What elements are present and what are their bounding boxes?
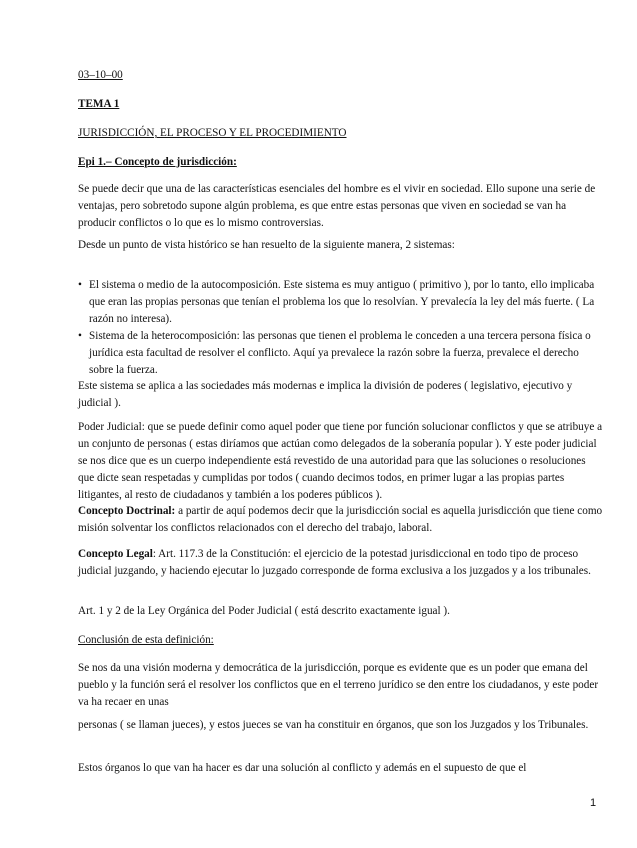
concepto-doctrinal-label: Concepto Doctrinal: [78,505,176,517]
paragraph-poder-judicial: Poder Judicial: que se puede definir como aquel poder que tiene por función solucionar conflictos y que se atribuye a un conjunto de personas ( estas diríamos que actúan como delegados de la soberanía popular ). Y este poder judicial se nos dice que es un cuerpo independiente está revestido de una autoridad para que las soluciones o resoluciones que dicte sean respetadas y cumplidas por todos ( cuando decimos todos, en primer lugar a las propias partes litigantes, al resto de ciudadanos y también a los poderes públicos ). [78,421,603,501]
paragraph-concepto-legal [78,546,604,580]
bullet-icon: • [78,279,82,291]
list-item [78,328,604,379]
paragraph-modern: Este sistema se aplica a las sociedades más modernas e implica la división de poderes ( legislativo, ejecutivo y judicial ). [78,380,573,409]
paragraph-systems: Desde un punto de vista histórico se han resuelto de la siguiente manera, 2 sistemas: [78,239,455,251]
concepto-legal-text: : Art. 117.3 de la Constitución: el ejercicio de la potestad jurisdiccional en todo tipo de proceso judicial juzgando, y haciendo ejecutar lo juzgado corresponde de forma exclusiva a los juzgados y a los tribunales. [78,548,591,577]
concepto-doctrinal-text: a partir de aquí podemos decir que la jurisdicción social es aquella jurisdicción que tiene como misión solventar los conflictos relacionados con el derecho del trabajo, laboral. [78,505,603,534]
systems-list [78,277,604,379]
list-item [78,277,604,328]
list-item-text: Sistema de la heterocomposición: las personas que tienen el problema le conceden a una tercera persona física o jurídica esta facultad de resolver el conflicto. Aquí ya prevalece la razón sobre la fuerza, prevalece el derecho sobre la fuerza. [89,330,591,376]
concepto-legal-label: Concepto Legal [78,548,153,560]
paragraph-art: Art. 1 y 2 de la Ley Orgánica del Poder Judicial ( está descrito exactamente igual ). [78,605,450,617]
page-number: 1 [590,797,597,809]
paragraph-concepto-doctrinal [78,503,604,537]
bullet-icon: • [78,330,82,342]
epigraph-heading: Epi 1.– Concepto de jurisdicción: [78,156,237,168]
paragraph-personas: personas ( se llaman jueces), y estos jueces se van ha constituir en órganos, que son los Juzgados y los Tribunales. [78,719,589,731]
paragraph-organos: Estos órganos lo que van ha hacer es dar una solución al conflicto y además en el supuesto de que el [78,762,527,774]
paragraph-intro: Se puede decir que una de las características esenciales del hombre es el vivir en sociedad. Ello supone una serie de ventajas, pero sobretodo supone algún problema, es que entre estas personas que viven en sociedad se van ha producir conflictos o lo que es lo mismo controversias. [78,183,596,229]
subject-heading: JURISDICCIÓN, EL PROCESO Y EL PROCEDIMIENTO [78,127,347,139]
date-line: 03–10–00 [78,69,123,81]
tema-heading: TEMA 1 [78,98,120,110]
list-item-text: El sistema o medio de la autocomposición. Este sistema es muy antiguo ( primitivo ), por lo tanto, ello implicaba que eran las propias personas que tenían el problema los que lo resolvían. Y prevalecía la ley del más fuerte. ( La razón no interesa). [89,279,595,325]
paragraph-vision: Se nos da una visión moderna y democrática de la jurisdicción, porque es evidente que es un poder que emana del pueblo y la función será el resolver los conflictos que en el terreno jurídico se den entre los ciudadanos, y este poder va ha recaer en unas [78,662,599,708]
conclusion-heading: Conclusión de esta definición: [78,634,214,646]
